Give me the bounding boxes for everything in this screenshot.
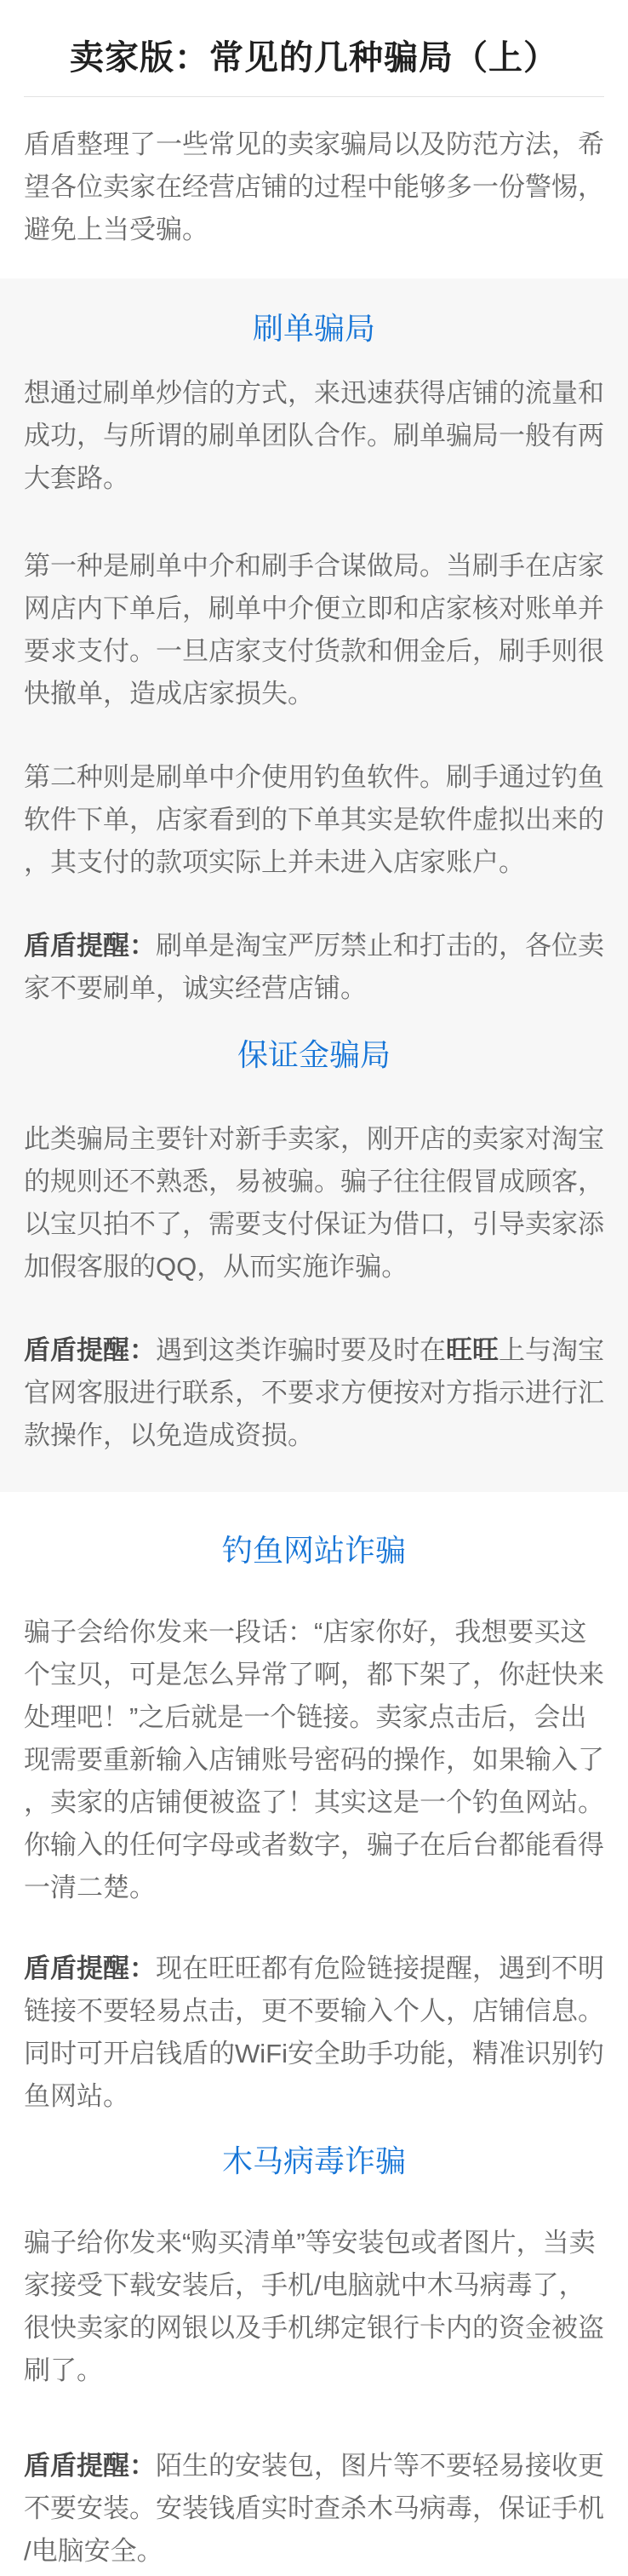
- scam-band-white: [0, 1492, 628, 2576]
- reminder-text: 遇到这类诈骗时要及时在: [156, 1335, 446, 1365]
- reminder-text: 刷单是淘宝严厉禁止和打击的，各位卖家不要刷单，诚实经营店铺。: [24, 931, 604, 1003]
- reminder-phishing: [24, 1948, 604, 2118]
- reminder-prefix: 盾盾提醒：: [24, 1954, 156, 1983]
- scam-band-gray: [0, 278, 628, 1492]
- section-heading-deposit-scam: 保证金骗局: [237, 1037, 391, 1072]
- reminder-prefix: 盾盾提醒：: [24, 2451, 156, 2481]
- section-heading-trojan-virus: 木马病毒诈骗: [221, 2143, 406, 2178]
- reminder-text: 上与淘宝官网客服进行联系，不要求方便按对方指示进行汇款操作，以免造成资损。: [24, 1335, 604, 1450]
- paragraph-trojan-1: 骗子给你发来“购买清单”等安装包或者图片，当卖家接受下载安装后，手机/电脑就中木马病毒了，很快卖家的网银以及手机绑定银行卡内的资金被盗刷了。: [24, 2228, 604, 2385]
- paragraph-brushing-1: 想通过刷单炒信的方式，来迅速获得店铺的流量和成功，与所谓的刷单团队合作。刷单骗局一般有两大套路。: [24, 378, 604, 493]
- section-heading-brushing-scam: 刷单骗局: [252, 311, 375, 346]
- section-heading-phishing-site: 钓鱼网站诈骗: [221, 1533, 406, 1568]
- intro-paragraph: 盾盾整理了一些常见的卖家骗局以及防范方法，希望各位卖家在经营店铺的过程中能够多一份警惕，避免上当受骗。: [24, 129, 604, 244]
- page-title: 卖家版：常见的几种骗局（上）: [70, 39, 558, 77]
- reminder-text: 陌生的安装包，图片等不要轻易接收更不要安装。安装钱盾实时查杀木马病毒，保证手机/电脑安全。: [24, 2451, 604, 2566]
- article-header: [0, 0, 628, 251]
- paragraph-deposit-1: 此类骗局主要针对新手卖家，刚开店的卖家对淘宝的规则还不熟悉，易被骗。骗子往往假冒成顾客，以宝贝拍不了，需要支付保证为借口，引导卖家添加假客服的QQ，从而实施诈骗。: [24, 1124, 604, 1282]
- reminder-brushing: [24, 925, 604, 1010]
- reminder-trojan: [24, 2445, 604, 2573]
- reminder-deposit: [24, 1329, 604, 1457]
- paragraph-brushing-3: 第二种则是刷单中介使用钓鱼软件。刷手通过钓鱼软件下单，店家看到的下单其实是软件虚拟出来的，其支付的款项实际上并未进入店家账户。: [24, 762, 604, 877]
- paragraph-phishing-1: 骗子会给你发来一段话：“店家你好，我想要买这个宝贝，可是怎么异常了啊，都下架了，你赶快来处理吧！”之后就是一个链接。卖家点击后，会出现需要重新输入店铺账号密码的操作，如果输入了，卖家的店铺便被盗了！其实这是一个钓鱼网站。你输入的任何字母或者数字，骗子在后台都能看得一清二楚。: [24, 1617, 604, 1902]
- title-divider: [24, 96, 604, 97]
- reminder-prefix: 盾盾提醒：: [24, 931, 156, 961]
- paragraph-brushing-2: 第一种是刷单中介和刷手合谋做局。当刷手在店家网店内下单后，刷单中介便立即和店家核对账单并要求支付。一旦店家支付货款和佣金后，刷手则很快撤单，造成店家损失。: [24, 551, 604, 709]
- reminder-prefix: 盾盾提醒：: [24, 1335, 156, 1365]
- highlight-wangwang: 旺旺: [446, 1335, 499, 1365]
- reminder-text: 现在旺旺都有危险链接提醒，遇到不明链接不要轻易点击，更不要输入个人，店铺信息。同时可开启钱盾的WiFi安全助手功能，精准识别钓鱼网站。: [24, 1954, 604, 2111]
